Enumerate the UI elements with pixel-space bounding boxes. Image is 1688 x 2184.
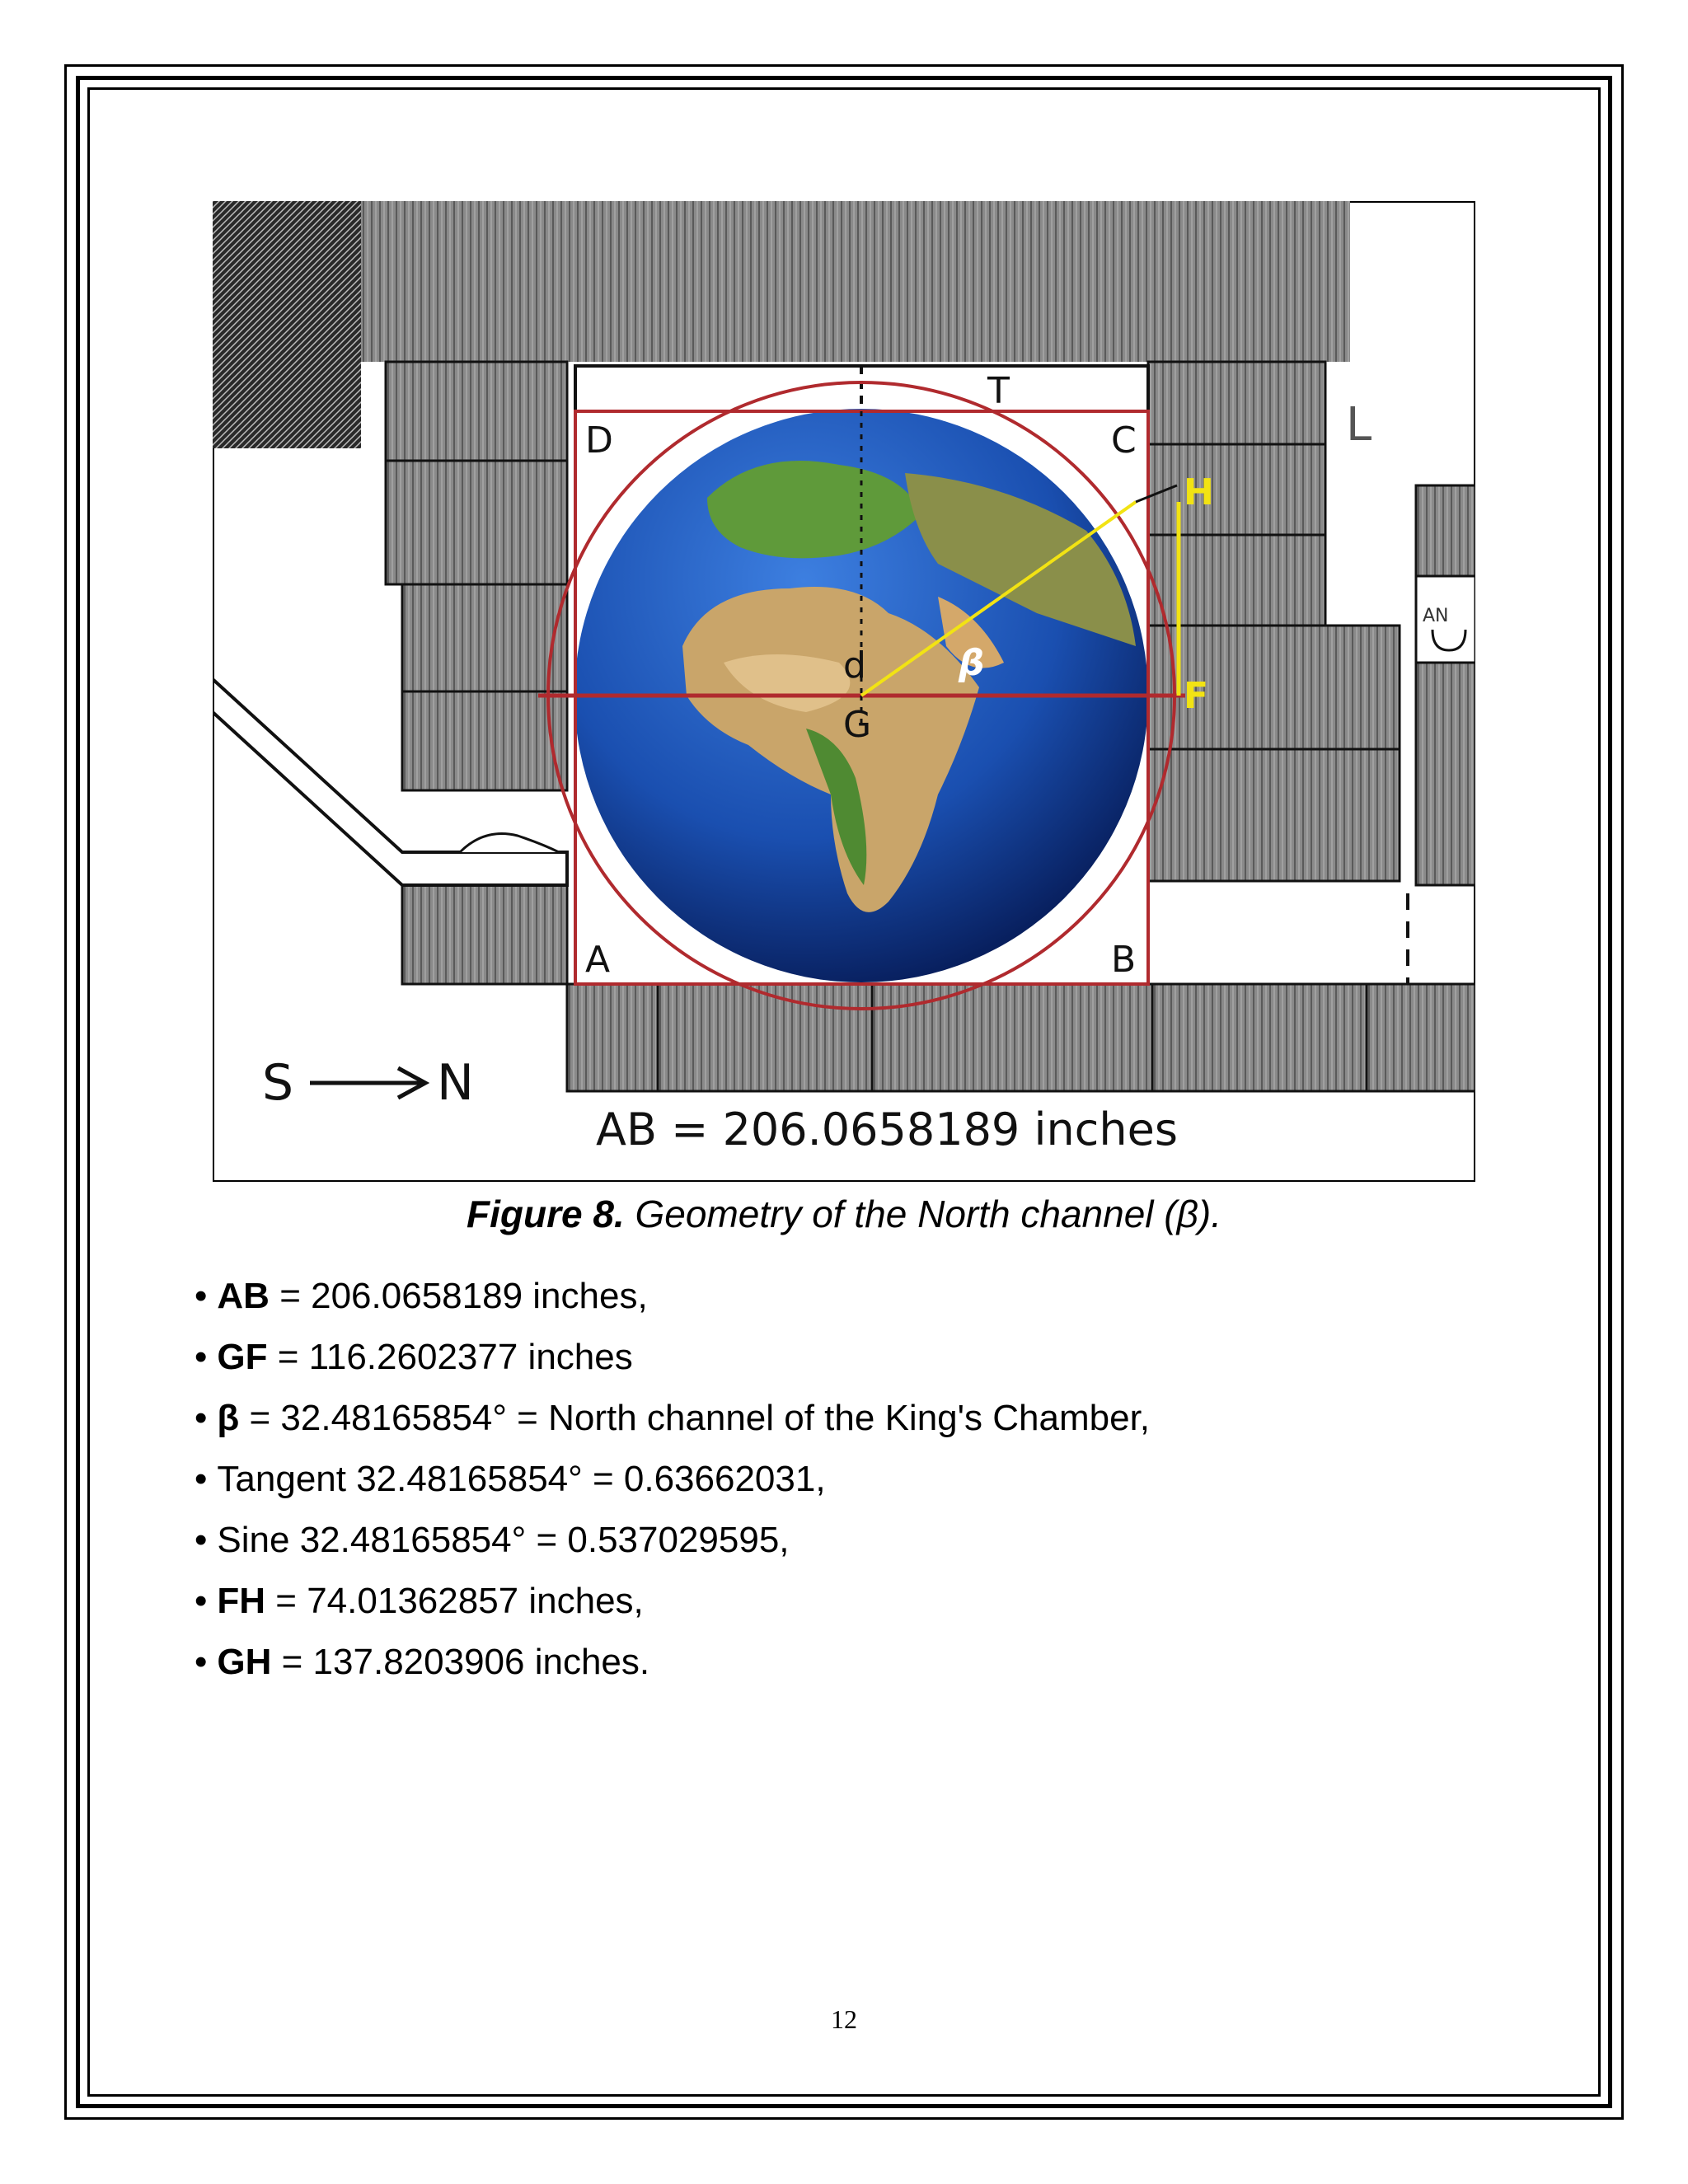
label-b: B: [1111, 939, 1137, 981]
bullet: •: [195, 1276, 208, 1316]
label-h: H: [1184, 471, 1214, 513]
definition: Sine 32.48165854° = 0.537029595,: [217, 1520, 790, 1560]
list-item: [195, 1510, 1150, 1571]
list-item: [195, 1327, 1150, 1388]
stone-block: [1416, 663, 1475, 885]
figure-caption-text: Geometry of the North channel (β).: [624, 1193, 1221, 1235]
stone-block: [658, 984, 872, 1091]
stone-block: [386, 362, 567, 461]
term: GH: [217, 1642, 272, 1682]
label-beta: β: [959, 642, 985, 684]
bullet: •: [195, 1398, 208, 1438]
label-f: F: [1184, 675, 1209, 717]
label-s: S: [262, 1054, 294, 1112]
measurement-ab: AB = 206.0658189 inches: [596, 1104, 1178, 1155]
stone-block: [402, 885, 567, 984]
figure-king-chamber-diagram: [213, 201, 1475, 1182]
stone-block: [402, 691, 567, 790]
definition: = 32.48165854° = North channel of the King's Chamber,: [239, 1398, 1151, 1438]
definition: = 74.01362857 inches,: [265, 1581, 644, 1621]
term: GF: [217, 1337, 268, 1377]
bullet: •: [195, 1642, 208, 1682]
stone-block: [386, 461, 567, 584]
hatched-corner: [213, 201, 361, 448]
definition: = 137.8203906 inches.: [271, 1642, 650, 1682]
figure-number: Figure 8.: [467, 1193, 625, 1235]
definition: = 206.0658189 inches,: [269, 1276, 648, 1316]
page-number: 12: [831, 2004, 857, 2034]
stone-block: [1148, 749, 1400, 881]
label-t: T: [987, 370, 1010, 412]
label-n: N: [437, 1054, 474, 1112]
stone-block: [402, 584, 567, 691]
term: FH: [217, 1581, 266, 1621]
bullet: •: [195, 1581, 208, 1621]
bullet: •: [195, 1459, 208, 1499]
label-d: D: [585, 419, 613, 462]
definition: = 116.2602377 inches: [267, 1337, 633, 1377]
stone-block: [1367, 984, 1475, 1091]
stone-block: [1148, 362, 1325, 444]
figure-caption: [0, 1192, 1688, 1236]
label-g: G: [843, 704, 872, 746]
bullet: •: [195, 1520, 208, 1560]
term: β: [217, 1398, 240, 1438]
label-an: AN: [1423, 606, 1449, 626]
list-item: [195, 1388, 1150, 1449]
term: AB: [217, 1276, 270, 1316]
stone-block: [872, 984, 1152, 1091]
list-item: [195, 1632, 1150, 1693]
measurement-list: [195, 1266, 1150, 1693]
label-d-lower: d: [843, 644, 866, 687]
stone-block: [1152, 984, 1367, 1091]
label-a: A: [585, 939, 611, 981]
list-item: [195, 1571, 1150, 1632]
definition: Tangent 32.48165854° = 0.63662031,: [217, 1459, 826, 1499]
stone-block: [1148, 444, 1325, 535]
stone-block: [1148, 535, 1325, 626]
bullet: •: [195, 1337, 208, 1377]
stone-block: [567, 984, 658, 1091]
list-item: [195, 1449, 1150, 1510]
label-c: C: [1111, 419, 1137, 462]
list-item: [195, 1266, 1150, 1327]
stone-block: [1416, 485, 1475, 576]
stone-block: [213, 201, 1350, 362]
label-l: L: [1346, 398, 1372, 452]
